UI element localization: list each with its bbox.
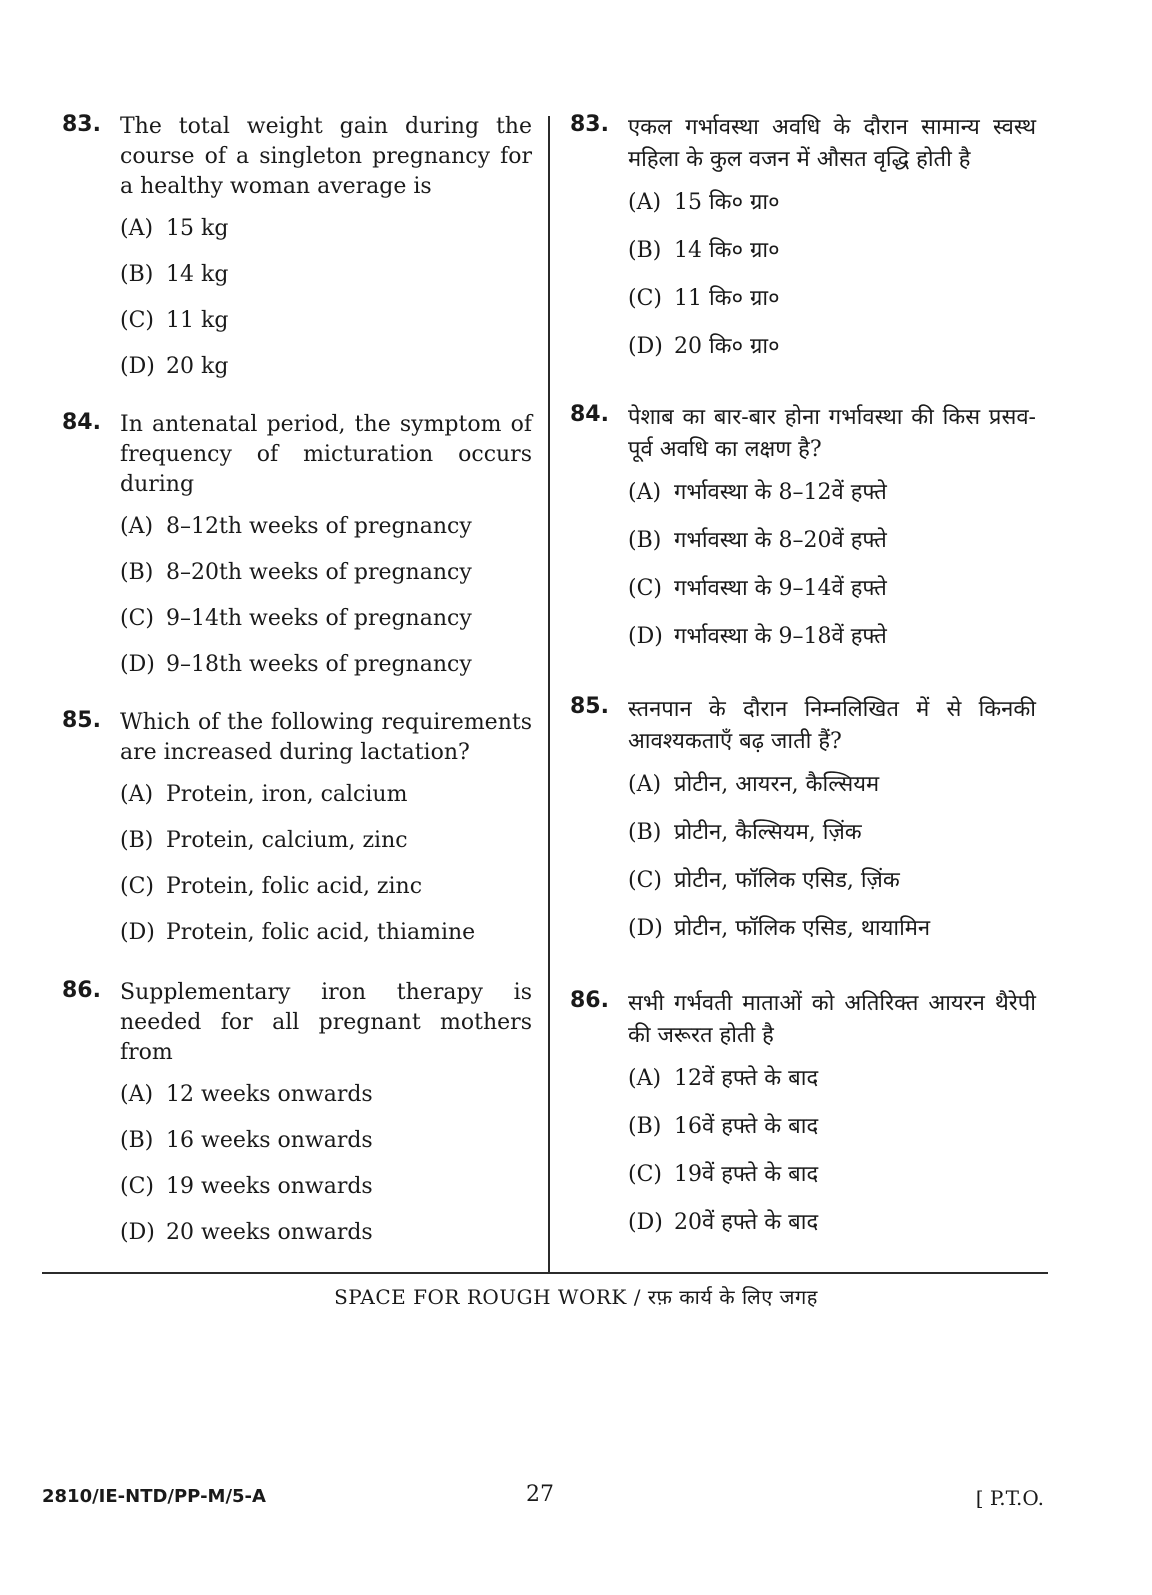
option-a: (A) 15 kg bbox=[120, 216, 229, 241]
option-b: (B) 16वें हफ्ते के बाद bbox=[628, 1114, 819, 1139]
option-b: (B) गर्भावस्था के 8–20वें हफ्ते bbox=[628, 528, 887, 553]
question-text: स्तनपान के दौरान निम्नलिखित में से किनकी आवश्यकताएँ बढ़ जाती हैं? bbox=[628, 697, 1036, 754]
option-a: (A) 15 कि० ग्रा० bbox=[628, 190, 780, 215]
option-d: (D) 9–18th weeks of pregnancy bbox=[120, 652, 472, 677]
option-a: (A) प्रोटीन, आयरन, कैल्सियम bbox=[628, 772, 880, 797]
option-c: (C) 19 weeks onwards bbox=[120, 1174, 373, 1199]
rough-work-divider bbox=[42, 1272, 1048, 1274]
option-d: (D) प्रोटीन, फॉलिक एसिड, थायामिन bbox=[628, 916, 931, 941]
option-d: (D) Protein, folic acid, thiamine bbox=[120, 920, 476, 945]
question-number: 84. bbox=[570, 402, 609, 427]
option-d: (D) 20वें हफ्ते के बाद bbox=[628, 1210, 819, 1235]
question-86-en bbox=[62, 978, 532, 1248]
option-d: (D) 20 kg bbox=[120, 354, 229, 379]
question-text: In antenatal period, the symptom of frequency of micturation occurs during bbox=[120, 412, 532, 497]
option-b: (B) Protein, calcium, zinc bbox=[120, 828, 408, 853]
paper-code: 2810/IE-NTD/PP-M/5-A bbox=[42, 1486, 266, 1507]
option-c: (C) 9–14th weeks of pregnancy bbox=[120, 606, 472, 631]
option-b: (B) 14 kg bbox=[120, 262, 229, 287]
option-c: (C) 19वें हफ्ते के बाद bbox=[628, 1162, 819, 1187]
question-number: 85. bbox=[62, 708, 101, 733]
page-number: 27 bbox=[526, 1482, 554, 1507]
question-number: 84. bbox=[62, 410, 101, 435]
question-text: सभी गर्भवती माताओं को अतिरिक्त आयरन थैरेपी की जरूरत होती है bbox=[628, 991, 1036, 1048]
question-84-en bbox=[62, 410, 532, 680]
option-c: (C) प्रोटीन, फॉलिक एसिड, ज़िंक bbox=[628, 868, 900, 893]
option-a: (A) 12वें हफ्ते के बाद bbox=[628, 1066, 819, 1091]
question-text: The total weight gain during the course of a singleton pregnancy for a healthy woman average is bbox=[120, 114, 532, 199]
option-b: (B) 16 weeks onwards bbox=[120, 1128, 373, 1153]
pto-label: [ P.T.O. bbox=[975, 1486, 1044, 1510]
option-b: (B) 8–20th weeks of pregnancy bbox=[120, 560, 472, 585]
column-divider bbox=[548, 116, 550, 1272]
option-c: (C) 11 kg bbox=[120, 308, 229, 333]
rough-work-label: SPACE FOR ROUGH WORK / रफ़ कार्य के लिए जगह bbox=[334, 1285, 818, 1309]
option-a: (A) 12 weeks onwards bbox=[120, 1082, 373, 1107]
question-85-en bbox=[62, 708, 532, 948]
option-b: (B) 14 कि० ग्रा० bbox=[628, 238, 780, 263]
question-84-hi bbox=[570, 402, 1036, 652]
question-number: 85. bbox=[570, 694, 609, 719]
question-number: 86. bbox=[570, 988, 609, 1013]
option-b: (B) प्रोटीन, कैल्सियम, ज़िंक bbox=[628, 820, 862, 845]
question-text: पेशाब का बार-बार होना गर्भावस्था की किस प्रसव-पूर्व अवधि का लक्षण है? bbox=[628, 405, 1036, 462]
question-85-hi bbox=[570, 694, 1036, 944]
question-number: 86. bbox=[62, 978, 101, 1003]
option-a: (A) Protein, iron, calcium bbox=[120, 782, 408, 807]
question-text: Which of the following requirements are increased during lactation? bbox=[120, 710, 532, 765]
option-d: (D) 20 weeks onwards bbox=[120, 1220, 373, 1245]
option-c: (C) गर्भावस्था के 9–14वें हफ्ते bbox=[628, 576, 887, 601]
question-83-hi bbox=[570, 112, 1036, 362]
option-d: (D) गर्भावस्था के 9–18वें हफ्ते bbox=[628, 624, 887, 649]
question-number: 83. bbox=[570, 112, 609, 137]
question-number: 83. bbox=[62, 112, 101, 137]
option-c: (C) 11 कि० ग्रा० bbox=[628, 286, 780, 311]
question-text: एकल गर्भावस्था अवधि के दौरान सामान्य स्वस्थ महिला के कुल वजन में औसत वृद्धि होती है bbox=[628, 115, 1036, 172]
question-86-hi bbox=[570, 988, 1036, 1238]
option-d: (D) 20 कि० ग्रा० bbox=[628, 334, 780, 359]
option-a: (A) गर्भावस्था के 8–12वें हफ्ते bbox=[628, 480, 887, 505]
question-text: Supplementary iron therapy is needed for all pregnant mothers from bbox=[120, 980, 532, 1065]
option-c: (C) Protein, folic acid, zinc bbox=[120, 874, 423, 899]
option-a: (A) 8–12th weeks of pregnancy bbox=[120, 514, 472, 539]
question-83-en bbox=[62, 112, 532, 382]
